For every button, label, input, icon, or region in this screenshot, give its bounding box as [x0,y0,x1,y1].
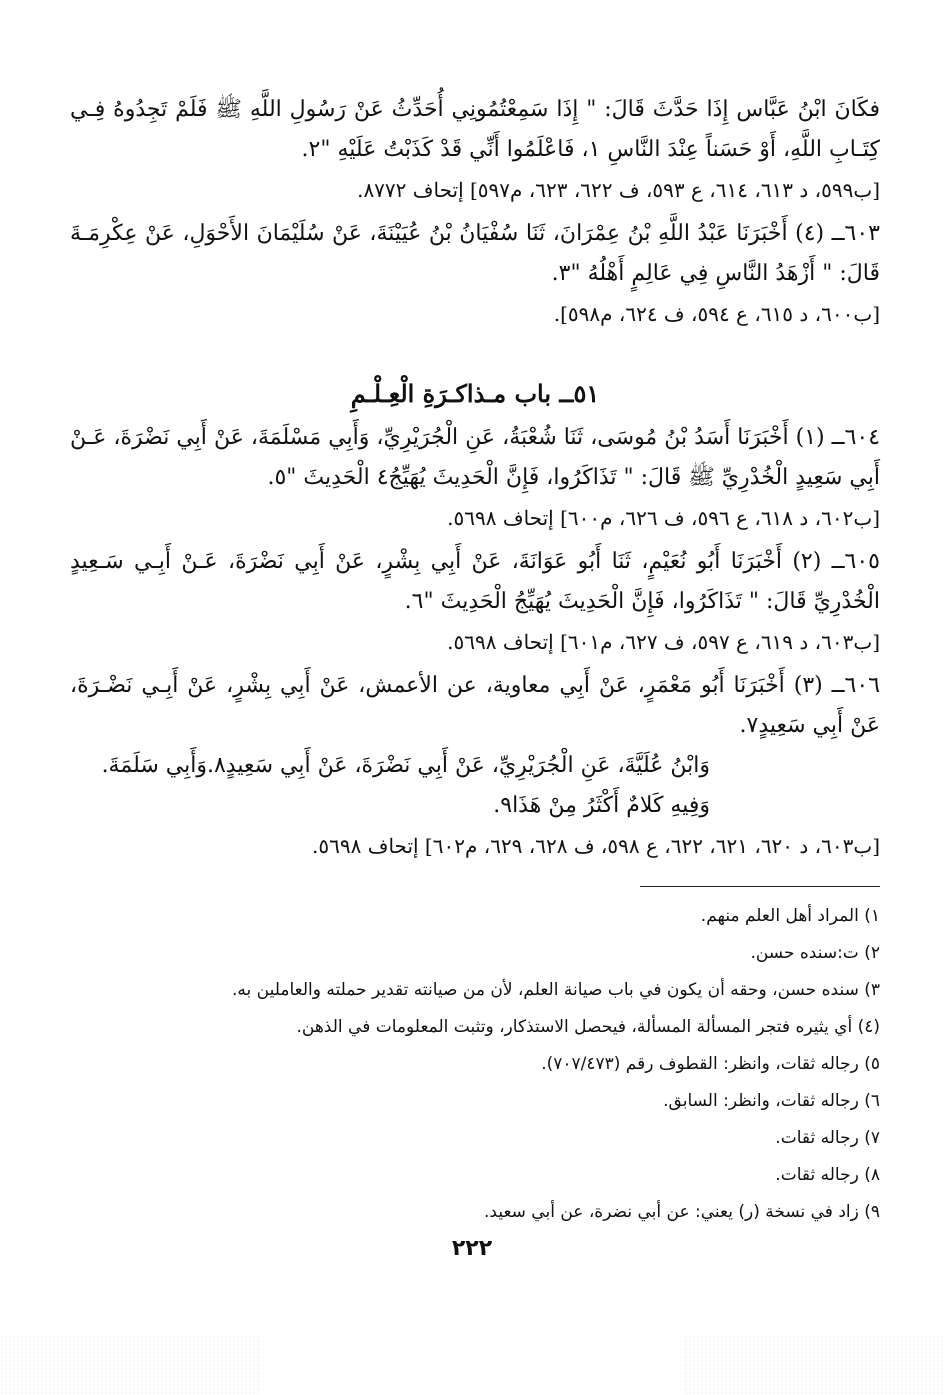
scan-grain [684,1335,944,1395]
scan-grain [0,1335,260,1395]
footnote: ٥) رجاله ثقات، وانظر: القطوف رقم (٧٠٧/٤٧٣). [541,1054,880,1074]
main-text [70,90,880,870]
reference-line: [ب٥٩٩، د ٦١٣، ٦١٤، ع ٥٩٣، ف ٦٢٢، ٦٢٣، م٥٩٧] إتحاف ٨٧٧٢. [357,178,880,202]
reference-line: [ب٦٠٣، د ٦٢٠، ٦٢١، ٦٢٢، ع ٥٩٨، ف ٦٢٨، ٦٢٩، م٦٠٢] إتحاف ٥٦٩٨. [312,834,880,858]
paragraph: ٦٠٣ــ (٤) أَخْبَرَنَا عَبْدُ اللَّهِ بْنُ عِمْرَانَ، ثَنَا سُفْيَانُ بْنُ عُيَيْنَةَ، عَنْ سُلَيْمَانَ الأَحْوَلِ، عَنْ عِكْرِمَـةَ قَالَ: " أَزْهَدُ النَّاسِ فِي عَالِمٍ أَهْلُهُ "٣. [70,221,880,286]
footnote: ١) المراد أهل العلم منهم. [700,906,880,926]
paragraph: ٦٠٤ــ (١) أَخْبَرَنَا أَسَدُ بْنُ مُوسَى، ثَنَا شُعْبَةُ، عَنِ الْجُرَيْرِيِّ، وَأَبِي مَسْلَمَةَ، عَنْ أَبِي نَضْرَةَ، عَـنْ أَبِي سَعِيدٍ الْخُدْرِيِّ ﷺ قَالَ: " تَذَاكَرُوا، فَإِنَّ الْحَدِيثَ يُهَيِّجُ٤ الْحَدِيثَ "٥. [70,425,881,490]
footnote: ٧) رجاله ثقات. [775,1128,880,1148]
footnote-divider [640,886,880,887]
footnotes [70,898,880,1231]
page-number: ٢٢٢ [451,1236,493,1261]
footnote: (٤) أي يثيره فتجر المسألة المسألة، فيحصل الاستذكار، وتثبت المعلومات في الذهن. [296,1017,880,1037]
paragraph: ٦٠٦ــ (٣) أَخْبَرَنَا أَبُو مَعْمَرٍ، عَنْ أَبِي معاوية، عن الأعمش، عَنْ أَبِي بِشْرٍ، عَنْ أَبِـي نَضْـرَةَ، عَنْ أَبِي سَعِيدٍ٧. [70,673,880,738]
reference-line: [ب٦٠٠، د ٦١٥، ع ٥٩٤، ف ٦٢٤، م٥٩٨]. [553,302,880,326]
footnote: ٣) سنده حسن، وحقه أن يكون في باب صيانة العلم، لأن من صيانته تقدير حملته والعاملين به. [232,980,880,1000]
footnote: ٢) ت:سنده حسن. [750,943,880,963]
paragraph: وَابْنُ عُلَيَّةَ، عَنِ الْجُرَيْرِيِّ، عَنْ أَبِي نَضْرَةَ، عَنْ أَبِي سَعِيدٍ٨.وَأَبِي سَلَمَةَ. [101,753,710,778]
footnote: ٦) رجاله ثقات، وانظر: السابق. [663,1091,880,1111]
paragraph: وَفِيهِ كَلامٌ أَكْثَرُ مِنْ هَذَا٩. [493,793,710,818]
reference-line: [ب٦٠٣، د ٦١٩، ع ٥٩٧، ف ٦٢٧، م٦٠١] إتحاف ٥٦٩٨. [447,630,880,654]
reference-line: [ب٦٠٢، د ٦١٨، ع ٥٩٦، ف ٦٢٦، م٦٠٠] إتحاف ٥٦٩٨. [447,506,880,530]
chapter-heading: ٥١ــ باب مـذاكـرَةِ الْعِـلْـمِ [350,379,600,408]
footnote: ٩) زاد في نسخة (ر) يعني: عن أبي نضرة، عن أبي سعيد. [484,1202,880,1222]
paragraph: فكَانَ ابْنُ عَبَّاس إِذَا حَدَّثَ قَالَ: " إِذَا سَمِعْتُمُونِي أُحَدِّثُ عَنْ رَسُولِ اللَّهِ ﷺ فَلَمْ تَجِدُوهُ فِـي كِتَـابِ اللَّهِ، أَوْ حَسَناً عِنْدَ النَّاسِ ١، فَاعْلَمُوا أَنِّي قَدْ كَذَبْتُ عَلَيْهِ "٢. [70,97,880,162]
paragraph: ٦٠٥ــ (٢) أَخْبَرَنَا أَبُو نُعَيْمٍ، ثَنَا أَبُو عَوَانَةَ، عَنْ أَبِي بِشْرٍ، عَنْ أَبِي نَضْرَةَ، عَـنْ أَبِـي سَـعِيدٍ الْخُدْرِيِّ قَالَ: " تَذَاكَرُوا، فَإِنَّ الْحَدِيثَ يُهَيِّجُ الْحَدِيثَ "٦. [70,549,880,614]
footnote: ٨) رجاله ثقات. [775,1165,880,1185]
